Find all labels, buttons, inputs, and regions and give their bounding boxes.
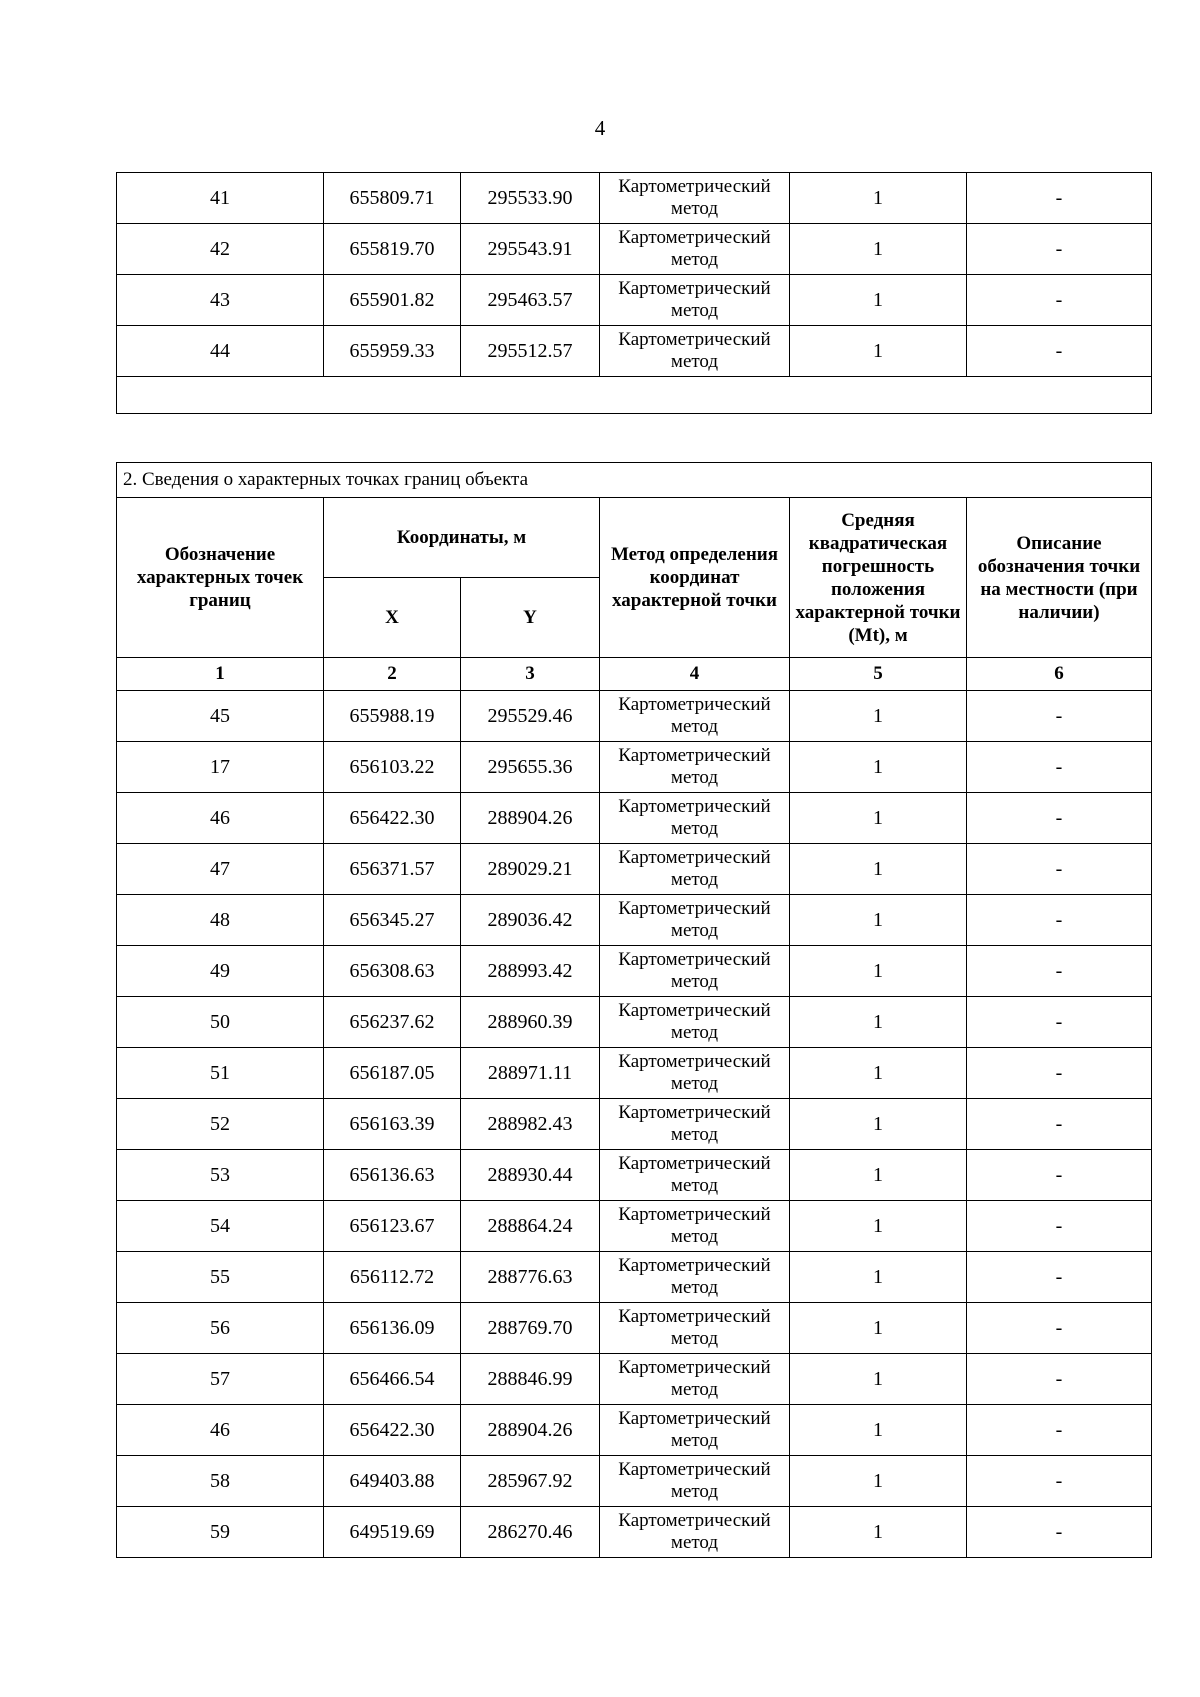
y-cell: 295529.46	[461, 691, 600, 742]
y-cell: 289036.42	[461, 895, 600, 946]
x-cell: 656103.22	[324, 742, 461, 793]
y-cell: 295463.57	[461, 275, 600, 326]
method-cell: Картометрический метод	[600, 997, 790, 1048]
y-cell: 288904.26	[461, 793, 600, 844]
table-row	[117, 946, 1152, 997]
table-row	[117, 1405, 1152, 1456]
y-cell: 288776.63	[461, 1252, 600, 1303]
y-cell: 288982.43	[461, 1099, 600, 1150]
desc-cell: -	[967, 224, 1152, 275]
desc-cell: -	[967, 1507, 1152, 1558]
y-cell: 288960.39	[461, 997, 600, 1048]
desc-cell: -	[967, 1099, 1152, 1150]
boundary-points-table	[116, 462, 1152, 1558]
column-number: 3	[461, 658, 600, 691]
table-row	[117, 1048, 1152, 1099]
point-cell: 58	[117, 1456, 324, 1507]
method-cell: Картометрический метод	[600, 1252, 790, 1303]
point-cell: 50	[117, 997, 324, 1048]
desc-cell: -	[967, 1303, 1152, 1354]
method-cell: Картометрический метод	[600, 1405, 790, 1456]
point-cell: 56	[117, 1303, 324, 1354]
page-number: 4	[594, 116, 606, 140]
point-cell: 51	[117, 1048, 324, 1099]
desc-cell: -	[967, 326, 1152, 377]
x-cell: 656163.39	[324, 1099, 461, 1150]
x-cell: 656345.27	[324, 895, 461, 946]
header-mt: Средняя квадратическая погрешность положения характерной точки (Mt), м	[790, 498, 967, 658]
table-row	[117, 997, 1152, 1048]
y-cell: 295512.57	[461, 326, 600, 377]
mt-cell: 1	[790, 1303, 967, 1354]
x-cell: 649403.88	[324, 1456, 461, 1507]
mt-cell: 1	[790, 1150, 967, 1201]
x-cell: 656123.67	[324, 1201, 461, 1252]
mt-cell: 1	[790, 173, 967, 224]
x-cell: 655809.71	[324, 173, 461, 224]
x-cell: 656136.63	[324, 1150, 461, 1201]
x-cell: 656422.30	[324, 1405, 461, 1456]
table-row	[117, 844, 1152, 895]
desc-cell: -	[967, 275, 1152, 326]
point-cell: 44	[117, 326, 324, 377]
y-cell: 288930.44	[461, 1150, 600, 1201]
method-cell: Картометрический метод	[600, 224, 790, 275]
y-cell: 295533.90	[461, 173, 600, 224]
column-number: 2	[324, 658, 461, 691]
method-cell: Картометрический метод	[600, 275, 790, 326]
desc-cell: -	[967, 1201, 1152, 1252]
method-cell: Картометрический метод	[600, 1456, 790, 1507]
point-cell: 52	[117, 1099, 324, 1150]
table-row	[117, 742, 1152, 793]
desc-cell: -	[967, 691, 1152, 742]
mt-cell: 1	[790, 1099, 967, 1150]
point-cell: 53	[117, 1150, 324, 1201]
x-cell: 656136.09	[324, 1303, 461, 1354]
y-cell: 295655.36	[461, 742, 600, 793]
mt-cell: 1	[790, 326, 967, 377]
mt-cell: 1	[790, 224, 967, 275]
mt-cell: 1	[790, 1201, 967, 1252]
header-y: Y	[461, 578, 600, 658]
table-row	[117, 1456, 1152, 1507]
mt-cell: 1	[790, 1048, 967, 1099]
point-cell: 49	[117, 946, 324, 997]
column-number: 4	[600, 658, 790, 691]
point-cell: 17	[117, 742, 324, 793]
method-cell: Картометрический метод	[600, 326, 790, 377]
header-desc: Описание обозначения точки на местности (при наличии)	[967, 498, 1152, 658]
column-number: 1	[117, 658, 324, 691]
x-cell: 655901.82	[324, 275, 461, 326]
point-cell: 54	[117, 1201, 324, 1252]
point-cell: 41	[117, 173, 324, 224]
point-cell: 59	[117, 1507, 324, 1558]
x-cell: 655959.33	[324, 326, 461, 377]
method-cell: Картометрический метод	[600, 1048, 790, 1099]
method-cell: Картометрический метод	[600, 691, 790, 742]
table-row	[117, 793, 1152, 844]
mt-cell: 1	[790, 844, 967, 895]
x-cell: 656371.57	[324, 844, 461, 895]
point-cell: 45	[117, 691, 324, 742]
point-cell: 48	[117, 895, 324, 946]
desc-cell: -	[967, 173, 1152, 224]
table-row	[117, 895, 1152, 946]
y-cell: 288904.26	[461, 1405, 600, 1456]
mt-cell: 1	[790, 1456, 967, 1507]
y-cell: 288993.42	[461, 946, 600, 997]
x-cell: 656308.63	[324, 946, 461, 997]
table-row	[117, 691, 1152, 742]
point-cell: 43	[117, 275, 324, 326]
y-cell: 288846.99	[461, 1354, 600, 1405]
y-cell: 288769.70	[461, 1303, 600, 1354]
method-cell: Картометрический метод	[600, 173, 790, 224]
table-row	[117, 224, 1152, 275]
x-cell: 655819.70	[324, 224, 461, 275]
table-row	[117, 1150, 1152, 1201]
header-row	[117, 498, 1152, 578]
desc-cell: -	[967, 1150, 1152, 1201]
desc-cell: -	[967, 1252, 1152, 1303]
desc-cell: -	[967, 844, 1152, 895]
method-cell: Картометрический метод	[600, 793, 790, 844]
column-number: 6	[967, 658, 1152, 691]
coordinates-table-continued	[116, 172, 1152, 414]
point-cell: 57	[117, 1354, 324, 1405]
desc-cell: -	[967, 1354, 1152, 1405]
header-x: X	[324, 578, 461, 658]
column-numbers-row	[117, 658, 1152, 691]
mt-cell: 1	[790, 691, 967, 742]
x-cell: 656112.72	[324, 1252, 461, 1303]
desc-cell: -	[967, 997, 1152, 1048]
x-cell: 656187.05	[324, 1048, 461, 1099]
method-cell: Картометрический метод	[600, 1507, 790, 1558]
mt-cell: 1	[790, 275, 967, 326]
y-cell: 288864.24	[461, 1201, 600, 1252]
method-cell: Картометрический метод	[600, 844, 790, 895]
point-cell: 55	[117, 1252, 324, 1303]
point-cell: 42	[117, 224, 324, 275]
mt-cell: 1	[790, 1507, 967, 1558]
method-cell: Картометрический метод	[600, 1354, 790, 1405]
method-cell: Картометрический метод	[600, 946, 790, 997]
table1-body	[117, 173, 1152, 377]
desc-cell: -	[967, 1456, 1152, 1507]
point-cell: 46	[117, 793, 324, 844]
x-cell: 656237.62	[324, 997, 461, 1048]
x-cell: 656422.30	[324, 793, 461, 844]
table-row	[117, 326, 1152, 377]
y-cell: 289029.21	[461, 844, 600, 895]
empty-cell	[117, 377, 1152, 414]
table-row	[117, 1099, 1152, 1150]
header-point: Обозначение характерных точек границ	[117, 498, 324, 658]
desc-cell: -	[967, 1405, 1152, 1456]
mt-cell: 1	[790, 1354, 967, 1405]
section-title-row	[117, 463, 1152, 498]
method-cell: Картометрический метод	[600, 1150, 790, 1201]
x-cell: 655988.19	[324, 691, 461, 742]
x-cell: 656466.54	[324, 1354, 461, 1405]
point-cell: 46	[117, 1405, 324, 1456]
header-method: Метод определения координат характерной точки	[600, 498, 790, 658]
x-cell: 649519.69	[324, 1507, 461, 1558]
desc-cell: -	[967, 946, 1152, 997]
mt-cell: 1	[790, 1252, 967, 1303]
table-row	[117, 1507, 1152, 1558]
table-row	[117, 173, 1152, 224]
table-row	[117, 1201, 1152, 1252]
desc-cell: -	[967, 1048, 1152, 1099]
method-cell: Картометрический метод	[600, 1303, 790, 1354]
table-row	[117, 275, 1152, 326]
method-cell: Картометрический метод	[600, 742, 790, 793]
mt-cell: 1	[790, 997, 967, 1048]
section-title: 2. Сведения о характерных точках границ объекта	[117, 463, 1152, 498]
method-cell: Картометрический метод	[600, 895, 790, 946]
y-cell: 295543.91	[461, 224, 600, 275]
table-row	[117, 1252, 1152, 1303]
table2-body	[117, 691, 1152, 1558]
y-cell: 286270.46	[461, 1507, 600, 1558]
desc-cell: -	[967, 742, 1152, 793]
table1-empty-row	[117, 377, 1152, 414]
mt-cell: 1	[790, 742, 967, 793]
point-cell: 47	[117, 844, 324, 895]
method-cell: Картометрический метод	[600, 1099, 790, 1150]
mt-cell: 1	[790, 895, 967, 946]
y-cell: 285967.92	[461, 1456, 600, 1507]
mt-cell: 1	[790, 946, 967, 997]
mt-cell: 1	[790, 1405, 967, 1456]
mt-cell: 1	[790, 793, 967, 844]
table-row	[117, 1354, 1152, 1405]
header-coords: Координаты, м	[324, 498, 600, 578]
desc-cell: -	[967, 793, 1152, 844]
column-number: 5	[790, 658, 967, 691]
table-row	[117, 1303, 1152, 1354]
y-cell: 288971.11	[461, 1048, 600, 1099]
desc-cell: -	[967, 895, 1152, 946]
method-cell: Картометрический метод	[600, 1201, 790, 1252]
